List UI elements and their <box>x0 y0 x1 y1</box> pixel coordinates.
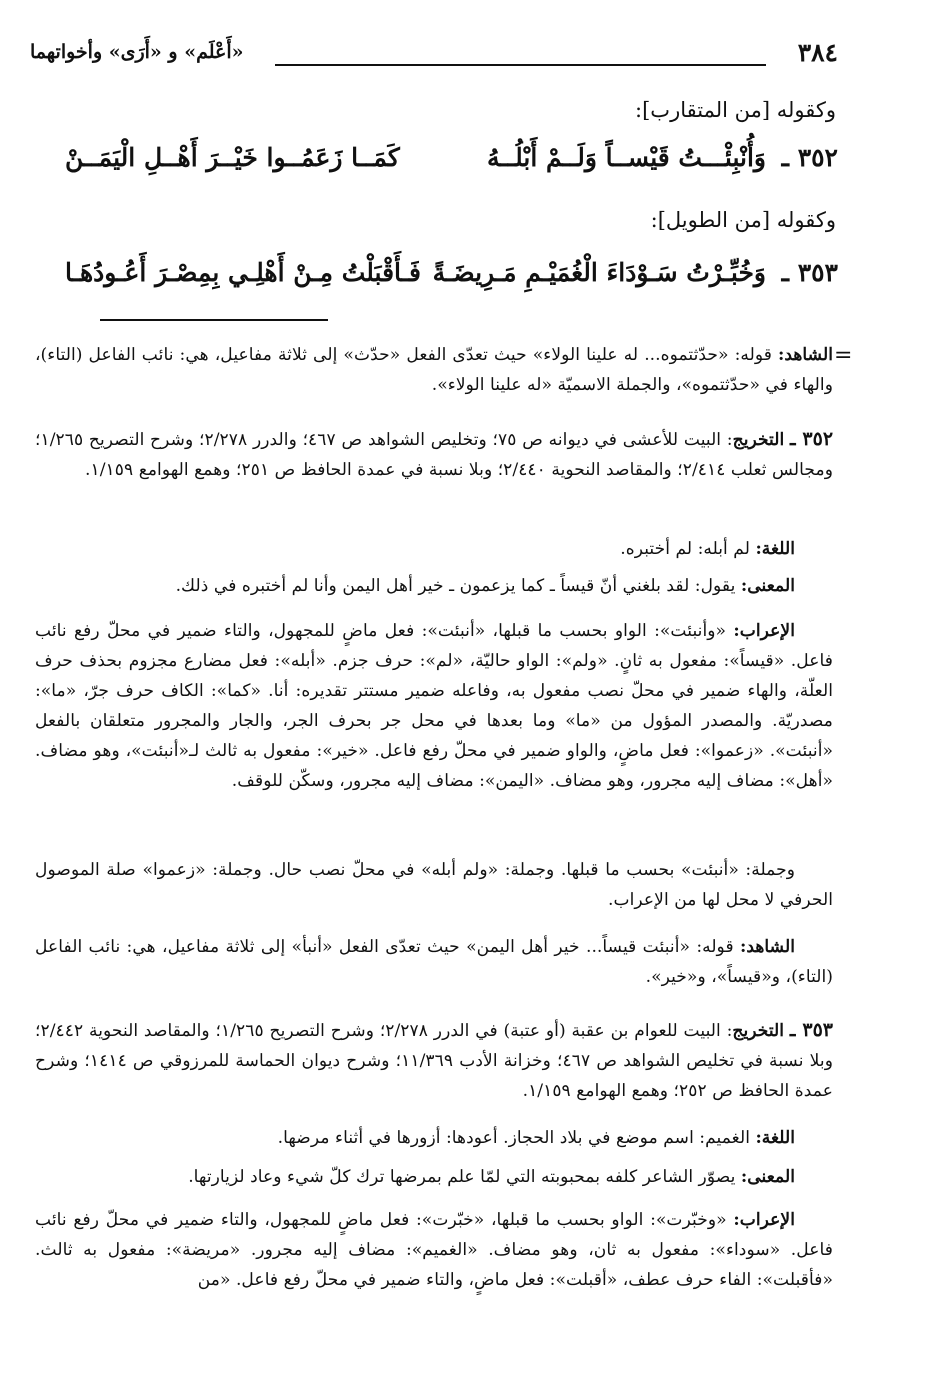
verse-352 <box>30 143 838 193</box>
note-text: قوله: «حدّثتموه... له علينا الولاء» حيث تعدّى الفعل «حدّث» إلى ثلاثة مفاعيل، هي: نائب الفاعل (التاء)، والهاء في «حدّثتموه»، والجملة الاسميّة «له علينا الولاء». <box>35 345 833 395</box>
verse-353 <box>30 258 838 308</box>
note-jumla-352: وجملة: «أنبئت» بحسب ما قبلها. وجملة: «ولم أبله» في محلّ نصب حال. وجملة: «زعموا» صلة الموصول الحرفي لا محل لها من الإعراب. <box>35 860 833 910</box>
note-label: الشاهد: <box>739 937 795 957</box>
note-label: المعنى: <box>740 1167 795 1187</box>
note-text: : البيت للأعشى في ديوانه ص ٧٥؛ وتخليص الشواهد ص ٤٦٧؛ والدرر ٢/٢٧٨؛ وشرح التصريح ١/٢٦٥؛ ومجالس ثعلب ٢/٤١٤؛ والمقاصد النحوية ٢/٤٤٠؛ وبلا نسبة في عمدة الحافظ ص ٢٥١؛ وهمع الهوامع ١/١٥٩. <box>35 430 833 480</box>
note-text: لم أبله: لم أختبره. <box>620 539 756 559</box>
note-takhrij-353 <box>35 1015 833 1106</box>
note-label: اللغة: <box>755 539 795 559</box>
note-label: التخريج <box>732 1021 785 1041</box>
note-label: المعنى: <box>740 576 795 596</box>
note-lugha-353 <box>35 1123 833 1153</box>
note-irab-353 <box>35 1205 833 1295</box>
verse-intro-353: وكقوله [من الطويل]: <box>650 208 836 232</box>
verse-hemistich-first: وَأُنْبِئْـــتُ قَيْســاً وَلَــمْ أَبْلُــهُ <box>487 143 766 172</box>
note-label: الإعراب: <box>733 621 795 641</box>
note-label: الشاهد: <box>777 345 833 365</box>
note-text: قوله: «أنبئت قيساً... خير أهل اليمن» حيث تعدّى الفعل «أنبأ» إلى ثلاثة مفاعيل، هي: نائب الفاعل (التاء)، و«قيساً»، و«خير». <box>35 937 833 987</box>
page-header <box>30 38 838 78</box>
note-label: الإعراب: <box>733 1210 795 1230</box>
note-mana-353 <box>35 1162 833 1192</box>
note-text: يقول: لقد بلغني أنّ قيساً ـ كما يزعمون ـ خير أهل اليمن وأنا لم أختبره في ذلك. <box>175 576 741 596</box>
note-text: يصوّر الشاعر كلفه بمحبوبته التي لمّا علم بمرضها ترك كلّ شيء وعاد لزيارتها. <box>188 1167 741 1187</box>
verse-number: ٣٥٣ ـ <box>781 258 838 287</box>
verse-hemistich-first: وَخُبِّـرْتُ سَـوْدَاءَ الْغُمَيْـمِ مَـرِيضَـةً <box>432 258 766 287</box>
footnote-separator <box>100 319 328 321</box>
note-label: التخريج <box>732 430 785 450</box>
verse-hemistich-second: فَـأَقْبَلْتُ مِـنْ أَهْلِـي بِمِصْـرَ أَعُـودُهَـا <box>65 258 421 287</box>
page-number: ٣٨٤ <box>797 38 838 67</box>
note-mana-352 <box>35 571 833 601</box>
note-shahid-prev <box>35 340 833 400</box>
note-lugha-352 <box>35 534 833 564</box>
note-text: : البيت للعوام بن عقبة (أو عتبة) في الدرر ٢/٢٧٨؛ وشرح التصريح ١/٢٦٥؛ والمقاصد النحوية ٢/٤٤٢؛ وبلا نسبة في تخليص الشواهد ص ٤٦٧؛ وخزانة الأدب ١١/٣٦٩؛ وشرح ديوان الحماسة للمرزوقي ص ١٤١٤؛ وشرح عمدة الحافظ ص ٢٥٢؛ وهمع الهوامع ١/١٥٩. <box>35 1021 833 1101</box>
note-takhrij-352 <box>35 424 833 485</box>
verse-number: ٣٥٢ ـ <box>781 143 838 172</box>
note-text: «وأنبئت»: الواو بحسب ما قبلها، «أنبئت»: فعل ماضٍ للمجهول، والتاء ضمير في محلّ رفع نائب فاعل. «قيساً»: مفعول به ثانٍ. «ولم»: الواو حاليّة، «لم»: حرف جزم. «أبله»: فعل مضارع مجزوم بحذف حرف العلّة، والهاء ضمير في محلّ نصب مفعول به، وفاعله ضمير مستتر تقديره: أنا. «كما»: الكاف حرف جرّ، «ما»: مصدريّة. والمصدر المؤول من «ما» وما بعدها في محل جر بحرف الجر، والجار والمجرور متعلقان بالفعل «أنبئت». «زعموا»: فعل ماضٍ، والواو ضمير في محلّ رفع فاعل. «خير»: مفعول به ثالث لـ«أنبئت»، وهو مضاف. «أهل»: مضاف إليه مجرور، وهو مضاف. «اليمن»: مضاف إليه مجرور، وسكّن للوقف. <box>35 621 833 791</box>
note-number: ٣٥٢ ـ <box>789 428 834 450</box>
continuation-mark: = <box>834 343 853 368</box>
note-number: ٣٥٣ ـ <box>789 1019 833 1041</box>
verse-intro-352: وكقوله [من المتقارب]: <box>635 98 836 122</box>
header-rule <box>275 64 766 66</box>
note-label: اللغة: <box>755 1128 795 1148</box>
verse-hemistich-second: كَمَــا زَعَمُــوا خَيْــرَ أَهْــلِ الْيَمَــنْ <box>65 143 400 172</box>
note-irab-352 <box>35 616 833 796</box>
note-shahid-352 <box>35 932 833 992</box>
running-title: «أَعْلَم» و «أَرَى» وأخواتهما <box>30 41 244 63</box>
note-text: «وخبّرت»: الواو بحسب ما قبلها، «خبّرت»: فعل ماضٍ للمجهول، والتاء ضمير في محلّ رفع نائب فاعل. «سوداء»: مفعول به ثان، وهو مضاف. «الغميم»: مضاف إليه مجرور. «مريضة»: مفعول به ثالث. «فأقبلت»: الفاء حرف عطف، «أقبلت»: فعل ماضٍ، والتاء ضمير في محلّ رفع فاعل. «من <box>35 1210 833 1290</box>
note-text: الغميم: اسم موضع في بلاد الحجاز. أعودها: أزورها في أثناء مرضها. <box>277 1128 756 1148</box>
